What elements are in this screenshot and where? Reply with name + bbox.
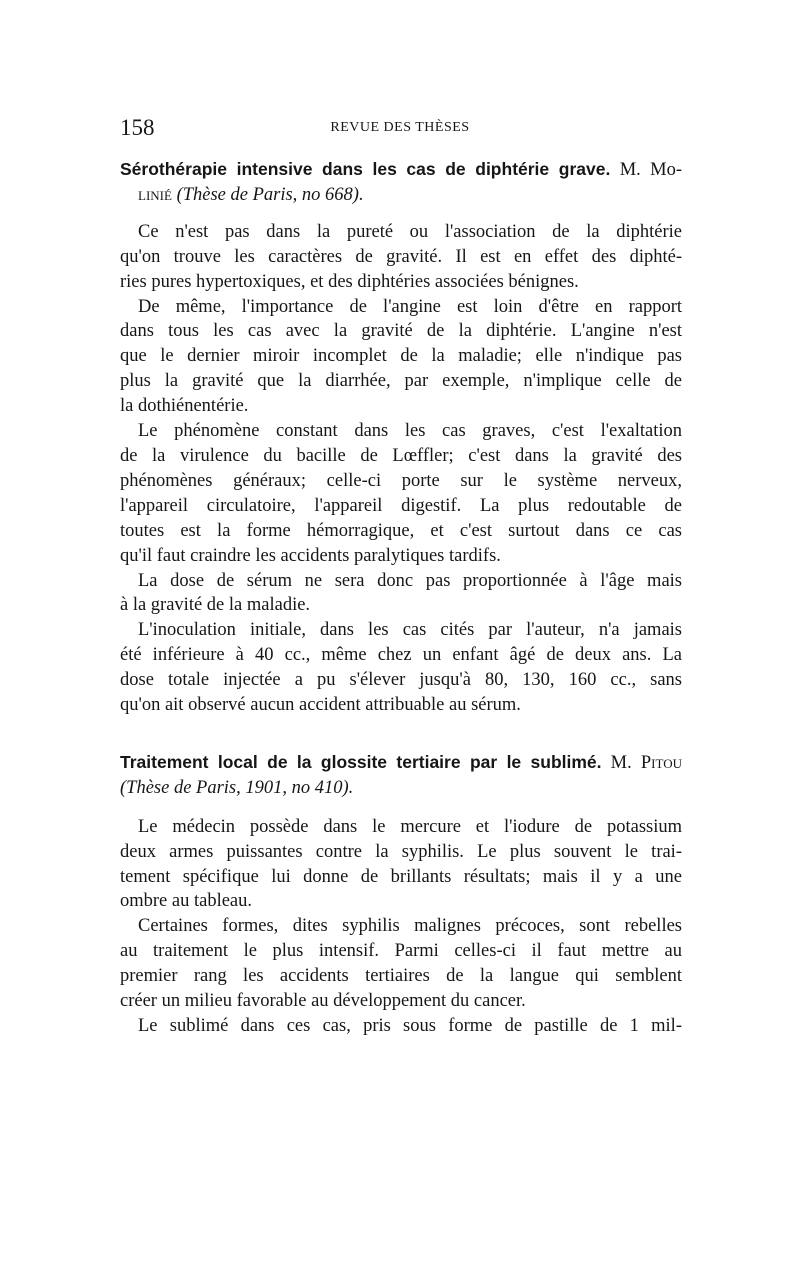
text-line: été inférieure à 40 cc., même chez un enfant âgé de deux ans. La xyxy=(120,645,682,666)
text-line: au traitement le plus intensif. Parmi celles-ci il faut mettre au xyxy=(120,941,682,962)
text-line: Le médecin possède dans le mercure et l'iodure de potassium xyxy=(138,816,682,837)
text-line: ombre au tableau. xyxy=(120,891,253,912)
text-line: Ce n'est pas dans la pureté ou l'association de la diphtérie xyxy=(138,221,682,242)
text-line: dans tous les cas avec la gravité de la diphtérie. L'angine n'est xyxy=(120,321,682,342)
text-line: Le sublimé dans ces cas, pris sous forme de pastille de 1 mil- xyxy=(138,1016,682,1036)
article-reference: (Thèse de Paris, no 668). xyxy=(176,184,364,205)
article-author-cont: linié xyxy=(138,184,172,205)
text-line: qu'on trouve les caractères de gravité. Il est en effet des diphté- xyxy=(120,246,682,267)
text-line: plus la gravité que la diarrhée, par exemple, n'implique celle de xyxy=(120,371,682,392)
text-line: deux armes puissantes contre la syphilis. Le plus souvent le trai- xyxy=(120,841,682,862)
article-reference: (Thèse de Paris, 1901, no 410). xyxy=(120,777,354,798)
text-line: la dothiénentérie. xyxy=(120,396,249,417)
text-line: l'appareil circulatoire, l'appareil digestif. La plus redoutable de xyxy=(120,495,682,516)
text-line: qu'il faut craindre les accidents paralytiques tardifs. xyxy=(120,545,501,566)
article-author: M. Mo- xyxy=(619,160,683,180)
article-title: Traitement local de la glossite tertiaire par le sublimé. xyxy=(120,751,602,772)
paragraph xyxy=(120,419,682,568)
text-line: La dose de sérum ne sera donc pas proportionnée à l'âge mais xyxy=(138,570,682,591)
paragraph xyxy=(120,569,682,619)
text-line: toutes est la forme hémorragique, et c'est surtout dans ce cas xyxy=(120,520,682,541)
paragraph xyxy=(120,618,682,718)
running-head xyxy=(120,116,680,140)
text-line: premier rang les accidents tertiaires de la langue qui semblent xyxy=(120,966,682,987)
page-number: 158 xyxy=(120,115,155,140)
paragraph xyxy=(120,914,682,1014)
text-line: L'inoculation initiale, dans les cas cités par l'auteur, n'a jamais xyxy=(138,620,682,641)
article-heading xyxy=(120,157,682,208)
paragraph xyxy=(120,1014,682,1039)
text-line: ries pures hypertoxiques, et des diphtéries associées bénignes. xyxy=(120,271,579,292)
text-line: dose totale injectée a pu s'élever jusqu'à 80, 130, 160 cc., sans xyxy=(120,670,682,691)
text-line: Certaines formes, dites syphilis malignes précoces, sont rebelles xyxy=(138,916,682,937)
text-line: De même, l'importance de l'angine est loin d'être en rapport xyxy=(138,296,682,317)
article-heading xyxy=(120,750,682,801)
text-body xyxy=(120,157,682,1039)
text-line: phénomènes généraux; celle-ci porte sur le système nerveux, xyxy=(120,470,682,491)
text-line: qu'on ait observé aucun accident attribuable au sérum. xyxy=(120,695,521,716)
running-title: REVUE DES THÈSES xyxy=(330,120,470,135)
text-line: à la gravité de la maladie. xyxy=(120,595,311,616)
paragraph xyxy=(120,220,682,295)
text-line: de la virulence du bacille de Lœffler; c'est dans la gravité des xyxy=(120,445,682,466)
text-line: Le phénomène constant dans les cas graves, c'est l'exaltation xyxy=(138,421,682,442)
article-author: M. Pitou xyxy=(610,752,682,773)
article-title: Sérothérapie intensive dans les cas de diphtérie grave. xyxy=(120,159,611,179)
text-line: que le dernier miroir incomplet de la maladie; elle n'indique pas xyxy=(120,346,682,367)
paragraph xyxy=(120,295,682,420)
text-line: créer un milieu favorable au développement du cancer. xyxy=(120,991,526,1012)
text-line: tement spécifique lui donne de brillants résultats; mais il y a une xyxy=(120,866,682,887)
paragraph xyxy=(120,815,682,915)
